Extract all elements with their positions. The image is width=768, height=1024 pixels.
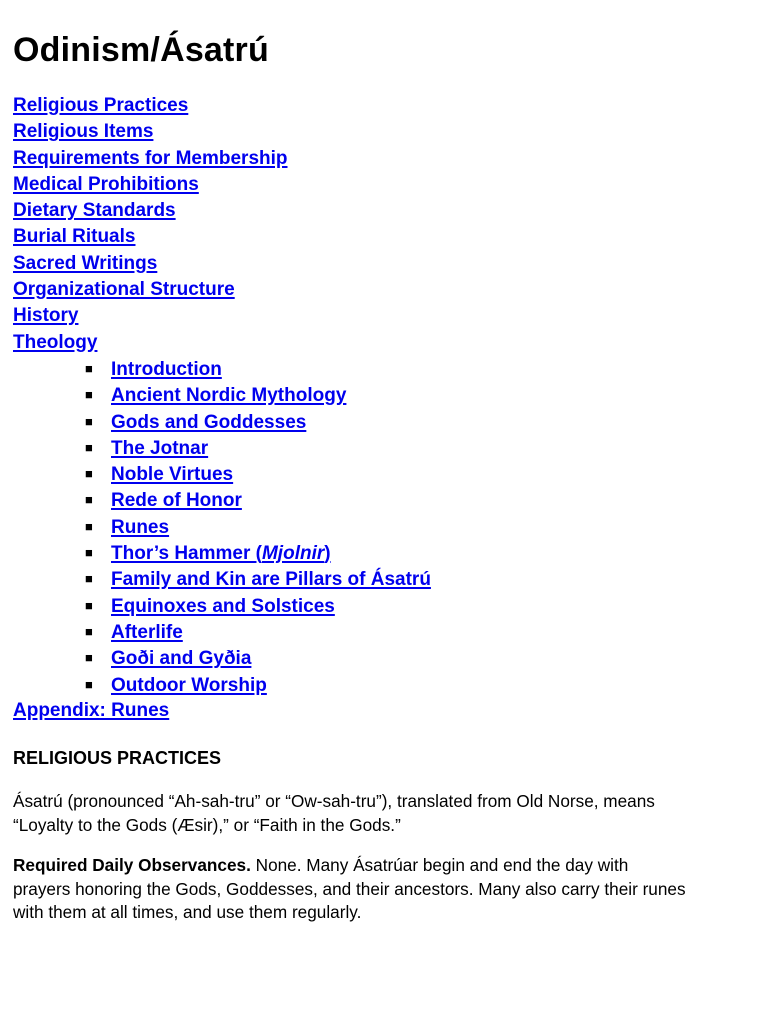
toc-link-introduction[interactable]: Introduction <box>111 358 222 380</box>
toc-subitem <box>13 488 753 514</box>
toc-link-appendix-runes[interactable]: Appendix: Runes <box>13 699 170 721</box>
toc-link-religious-items[interactable]: Religious Items <box>13 121 154 143</box>
daily-line: None. Many Ásatrúar begin and end the day with <box>250 855 629 875</box>
toc-subitem <box>13 673 753 699</box>
toc-link-organizational-structure[interactable]: Organizational Structure <box>13 279 235 301</box>
toc-subitem <box>13 646 753 672</box>
toc-subitem <box>13 515 753 541</box>
toc-link-family-and-kin[interactable]: Family and Kin are Pillars of Ásatrú <box>111 569 431 591</box>
toc-link-runes[interactable]: Runes <box>111 516 170 538</box>
toc-item <box>13 199 753 225</box>
square-bullet-icon: ■ <box>85 545 93 561</box>
toc-subitem <box>13 410 753 436</box>
square-bullet-icon: ■ <box>85 623 93 639</box>
toc-item <box>13 173 753 199</box>
toc-subitem <box>13 462 753 488</box>
toc-link-afterlife[interactable]: Afterlife <box>111 621 183 643</box>
section-heading: RELIGIOUS PRACTICES <box>13 748 222 768</box>
toc-item <box>13 699 753 725</box>
toc-item <box>13 225 753 251</box>
toc-item <box>13 252 753 278</box>
toc-subitem <box>13 383 753 409</box>
toc-subitem <box>13 594 753 620</box>
thors-hammer-italic: Mjolnir <box>261 543 325 565</box>
daily-observances-label: Required Daily Observances. <box>13 855 251 875</box>
toc-link-ancient-nordic-mythology[interactable]: Ancient Nordic Mythology <box>111 385 347 407</box>
toc-link-sacred-writings[interactable]: Sacred Writings <box>13 252 158 274</box>
toc-item <box>13 147 753 173</box>
toc-link-thors-hammer[interactable] <box>111 543 331 564</box>
toc-item <box>13 120 753 146</box>
thors-hammer-suffix: ) <box>324 543 331 565</box>
toc-link-noble-virtues[interactable]: Noble Virtues <box>111 464 234 486</box>
toc-link-requirements-for-membership[interactable]: Requirements for Membership <box>13 147 288 169</box>
toc-link-burial-rituals[interactable]: Burial Rituals <box>13 226 136 248</box>
square-bullet-icon: ■ <box>85 650 93 666</box>
toc-link-gods-and-goddesses[interactable]: Gods and Goddesses <box>111 411 307 433</box>
toc-link-equinoxes-and-solstices[interactable]: Equinoxes and Solstices <box>111 595 335 617</box>
toc-link-history[interactable]: History <box>13 305 79 327</box>
toc-item <box>13 304 753 330</box>
table-of-contents <box>13 94 753 725</box>
square-bullet-icon: ■ <box>85 492 93 508</box>
square-bullet-icon: ■ <box>85 439 93 455</box>
toc-link-religious-practices[interactable]: Religious Practices <box>13 95 189 116</box>
daily-line: prayers honoring the Gods, Goddesses, and their ancestors. Many also carry their runes <box>13 878 686 899</box>
toc-item <box>13 278 753 304</box>
square-bullet-icon: ■ <box>85 387 93 403</box>
square-bullet-icon: ■ <box>85 518 93 534</box>
toc-subitem <box>13 541 753 567</box>
page-title: Odinism/Ásatrú <box>13 31 269 69</box>
thors-hammer-prefix: Thor’s Hammer ( <box>111 543 262 565</box>
square-bullet-icon: ■ <box>85 466 93 482</box>
intro-line: “Loyalty to the Gods (Æsir),” or “Faith in the Gods.” <box>13 814 401 835</box>
intro-paragraph <box>13 790 758 837</box>
toc-link-godi-and-gydia[interactable]: Goði and Gyðia <box>111 648 252 670</box>
toc-subitem <box>13 436 753 462</box>
daily-observances-paragraph <box>13 854 758 925</box>
toc-subitem <box>13 620 753 646</box>
square-bullet-icon: ■ <box>85 571 93 587</box>
toc-subitem <box>13 357 753 383</box>
toc-link-theology[interactable]: Theology <box>13 331 98 353</box>
daily-line: with them at all times, and use them regularly. <box>13 902 362 922</box>
toc-item <box>13 331 753 357</box>
toc-link-dietary-standards[interactable]: Dietary Standards <box>13 200 176 222</box>
toc-link-medical-prohibitions[interactable]: Medical Prohibitions <box>13 173 199 195</box>
toc-link-the-jotnar[interactable]: The Jotnar <box>111 437 209 459</box>
square-bullet-icon: ■ <box>85 413 93 429</box>
intro-line: Ásatrú (pronounced “Ah-sah-tru” or “Ow-sah-tru”), translated from Old Norse, means <box>13 791 655 811</box>
square-bullet-icon: ■ <box>85 597 93 613</box>
toc-subitem <box>13 567 753 593</box>
toc-link-rede-of-honor[interactable]: Rede of Honor <box>111 490 242 512</box>
square-bullet-icon: ■ <box>85 676 93 692</box>
toc-item <box>13 94 753 120</box>
square-bullet-icon: ■ <box>85 360 93 376</box>
toc-link-outdoor-worship[interactable]: Outdoor Worship <box>111 674 267 696</box>
